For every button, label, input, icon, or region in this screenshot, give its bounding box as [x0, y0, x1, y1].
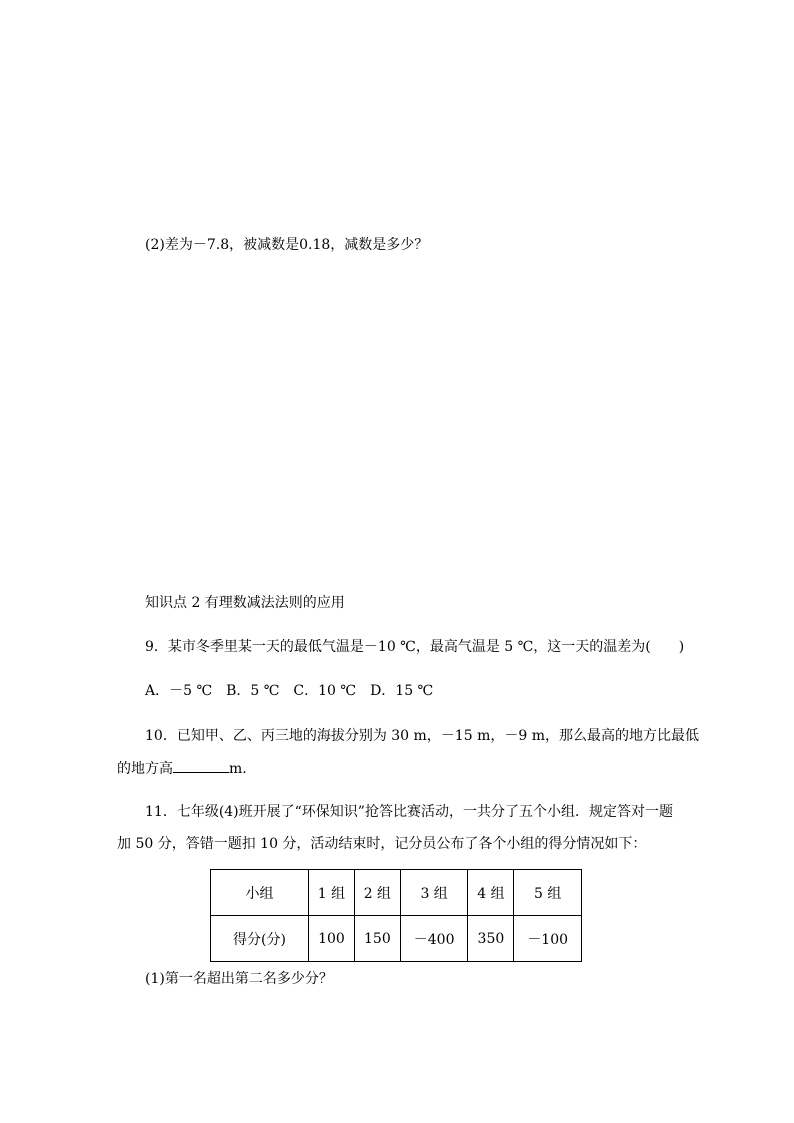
table-cell: －400: [400, 916, 468, 962]
table-cell: 350: [468, 916, 514, 962]
question-9-stem: 9．某市冬季里某一天的最低气温是－10 ℃，最高气温是 5 ℃，这一天的温差为( ): [145, 639, 685, 655]
question-9-options: A．－5 ℃ B．5 ℃ C．10 ℃ D．15 ℃: [145, 683, 434, 699]
table-row: [211, 916, 582, 962]
table-header-cell: 小组: [211, 870, 309, 916]
score-table: [210, 869, 582, 962]
question-11-line-1: 11．七年级(4)班开展了“环保知识”抢答比赛活动，一共分了五个小组．规定答对一题: [145, 804, 673, 820]
question-10-unit: m.: [229, 761, 247, 777]
question-8-part-2: (2)差为－7.8，被减数是0.18，减数是多少？: [145, 237, 429, 253]
table-cell: 100: [309, 916, 355, 962]
table-cell: 150: [354, 916, 400, 962]
section-heading: 知识点 2 有理数减法法则的应用: [145, 595, 345, 611]
table-row-label: 得分(分): [211, 916, 309, 962]
table-header-cell: 1 组: [309, 870, 355, 916]
table-header-cell: 2 组: [354, 870, 400, 916]
table-header-cell: 4 组: [468, 870, 514, 916]
question-10-prefix: 的地方高: [117, 761, 173, 777]
answer-blank[interactable]: [173, 758, 229, 773]
table-header-cell: 5 组: [514, 870, 582, 916]
table-header-cell: 3 组: [400, 870, 468, 916]
question-10-line-2: [117, 758, 247, 779]
table-header-row: [211, 870, 582, 916]
question-11-part-1: (1)第一名超出第二名多少分？: [145, 971, 333, 987]
question-11-line-2: 加 50 分，答错一题扣 10 分，活动结束时，记分员公布了各个小组的得分情况如下：: [117, 836, 647, 852]
question-10-line-1: 10．已知甲、乙、丙三地的海拔分别为 30 m，－15 m，－9 m，那么最高的地方比最低: [145, 728, 699, 744]
table-cell: －100: [514, 916, 582, 962]
